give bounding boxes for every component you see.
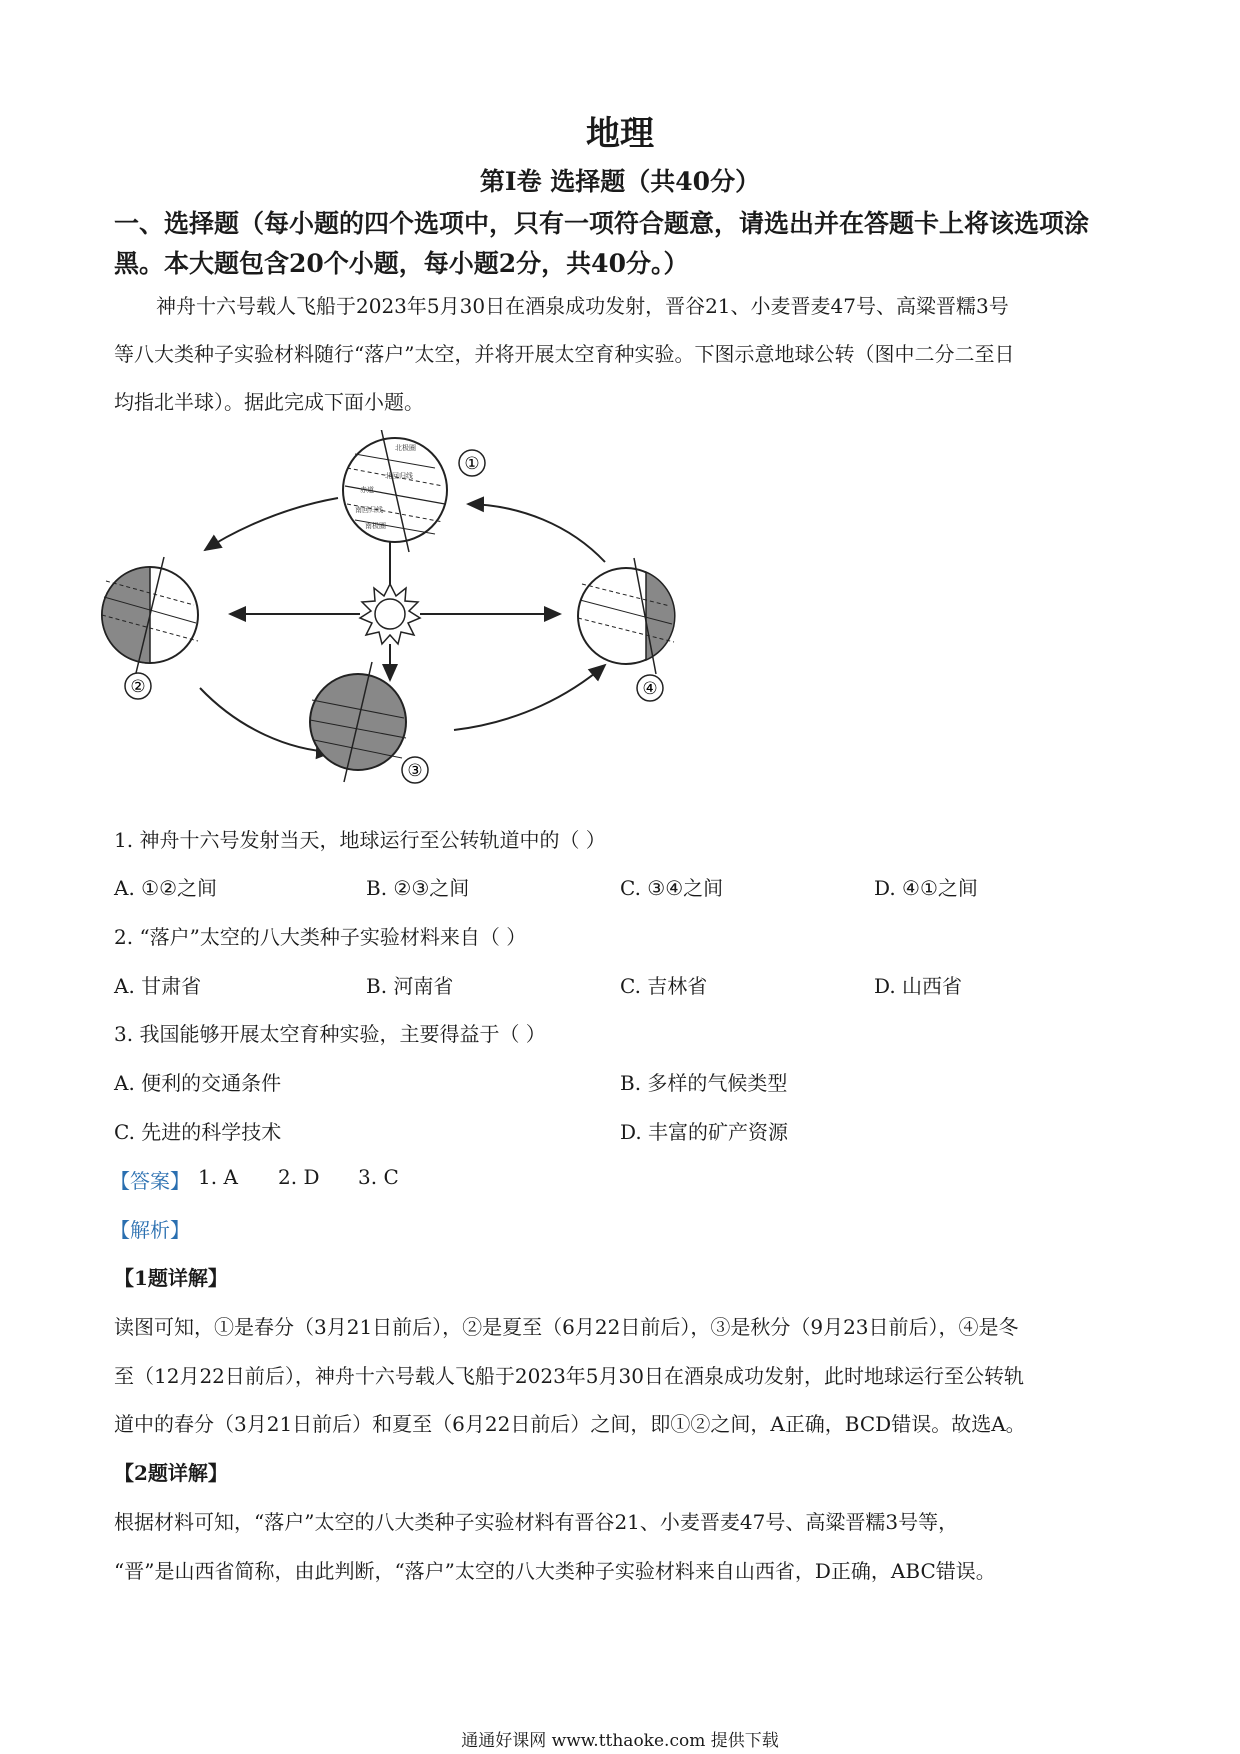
intro-line-1: 神舟十六号载人飞船于2023年5月30日在酒泉成功发射，晋谷21、小麦晋麦47号、高粱晋糯3号: [156, 294, 1009, 318]
orbit-arrow-1-to-2: [205, 498, 338, 550]
label-4: [637, 675, 663, 701]
svg-text:赤道: 赤道: [360, 486, 374, 494]
q2-detail-line-2: “晋”是山西省简称，由此判断，“落户”太空的八大类种子实验材料来自山西省，D正确，ABC错误。: [114, 1559, 996, 1583]
question-2-option-b: B. 河南省: [366, 974, 454, 998]
q1-detail-line-3: 道中的春分（3月21日前后）和夏至（6月22日前后）之间，即①②之间，A正确，BCD错误。故选A。: [114, 1412, 1026, 1436]
question-2-stem: 2. “落户”太空的八大类种子实验材料来自（ ）: [114, 925, 527, 949]
question-3-option-a: A. 便利的交通条件: [114, 1071, 282, 1095]
svg-text:北回归线: 北回归线: [385, 472, 413, 480]
label-2: [125, 673, 151, 699]
question-1-option-d: D. ④①之间: [874, 876, 978, 900]
question-1-stem: 1. 神舟十六号发射当天，地球运行至公转轨道中的（ ）: [114, 828, 606, 852]
earth-position-4: [578, 558, 675, 674]
question-3-stem: 3. 我国能够开展太空育种实验，主要得益于（ ）: [114, 1022, 546, 1046]
question-1-option-b: B. ②③之间: [366, 876, 470, 900]
q1-detail-line-1: 读图可知，①是春分（3月21日前后），②是夏至（6月22日前后），③是秋分（9月23日前后），④是冬: [114, 1315, 1019, 1339]
svg-text:③: ③: [407, 761, 423, 781]
q1-detail-line-2: 至（12月22日前后），神舟十六号载人飞船于2023年5月30日在酒泉成功发射，此时地球运行至公转轨: [114, 1364, 1024, 1388]
earth-position-3: [310, 662, 406, 782]
earth-revolution-diagram: [100, 430, 700, 810]
answer-2: 2. D: [278, 1165, 320, 1189]
svg-text:④: ④: [642, 679, 658, 699]
question-2-option-c: C. 吉林省: [620, 974, 708, 998]
question-1-option-c: C. ③④之间: [620, 876, 724, 900]
orbit-arrow-3-to-4: [454, 665, 605, 730]
question-3-option-b: B. 多样的气候类型: [620, 1071, 788, 1095]
analysis-tag: 【解析】: [110, 1218, 190, 1242]
label-3: [402, 757, 428, 783]
intro-line-2: 等八大类种子实验材料随行“落户”太空，并将开展太空育种实验。下图示意地球公转（图中二分二至日: [114, 342, 1015, 366]
earth-position-2: [102, 557, 198, 673]
earth-position-1: [343, 430, 447, 552]
sun-icon: [360, 584, 420, 644]
answer-3: 3. C: [358, 1165, 399, 1189]
answer-tag: 【答案】: [110, 1169, 190, 1193]
page-title: 地理: [586, 114, 654, 154]
page-footer[interactable]: 通通好课网 www.tthaoke.com 提供下载: [461, 1731, 779, 1751]
question-2-option-a: A. 甘肃省: [114, 974, 202, 998]
section-heading-line-2: 黑。本大题包含20个小题，每小题2分，共40分。）: [114, 249, 689, 278]
q2-detail-heading: 【2题详解】: [114, 1461, 228, 1485]
question-3-option-d: D. 丰富的矿产资源: [620, 1120, 789, 1144]
svg-text:②: ②: [130, 677, 146, 697]
question-1-option-a: A. ①②之间: [114, 876, 218, 900]
answer-1: 1. A: [198, 1165, 238, 1189]
question-2-option-d: D. 山西省: [874, 974, 963, 998]
svg-text:北极圈: 北极圈: [395, 444, 416, 452]
intro-line-3: 均指北半球）。据此完成下面小题。: [114, 390, 424, 414]
svg-text:南极圈: 南极圈: [365, 522, 386, 530]
svg-text:①: ①: [464, 454, 480, 474]
label-1: [459, 450, 485, 476]
question-3-option-c: C. 先进的科学技术: [114, 1120, 282, 1144]
q1-detail-heading: 【1题详解】: [114, 1266, 228, 1290]
orbit-arrow-4-to-1: [468, 504, 605, 562]
svg-text:南回归线: 南回归线: [355, 506, 383, 514]
q2-detail-line-1: 根据材料可知，“落户”太空的八大类种子实验材料有晋谷21、小麦晋麦47号、高粱晋糯3号等，: [114, 1510, 959, 1534]
page-subtitle: 第Ⅰ卷 选择题（共40分）: [479, 167, 761, 196]
section-heading-line-1: 一、选择题（每小题的四个选项中，只有一项符合题意，请选出并在答题卡上将该选项涂: [114, 209, 1090, 238]
